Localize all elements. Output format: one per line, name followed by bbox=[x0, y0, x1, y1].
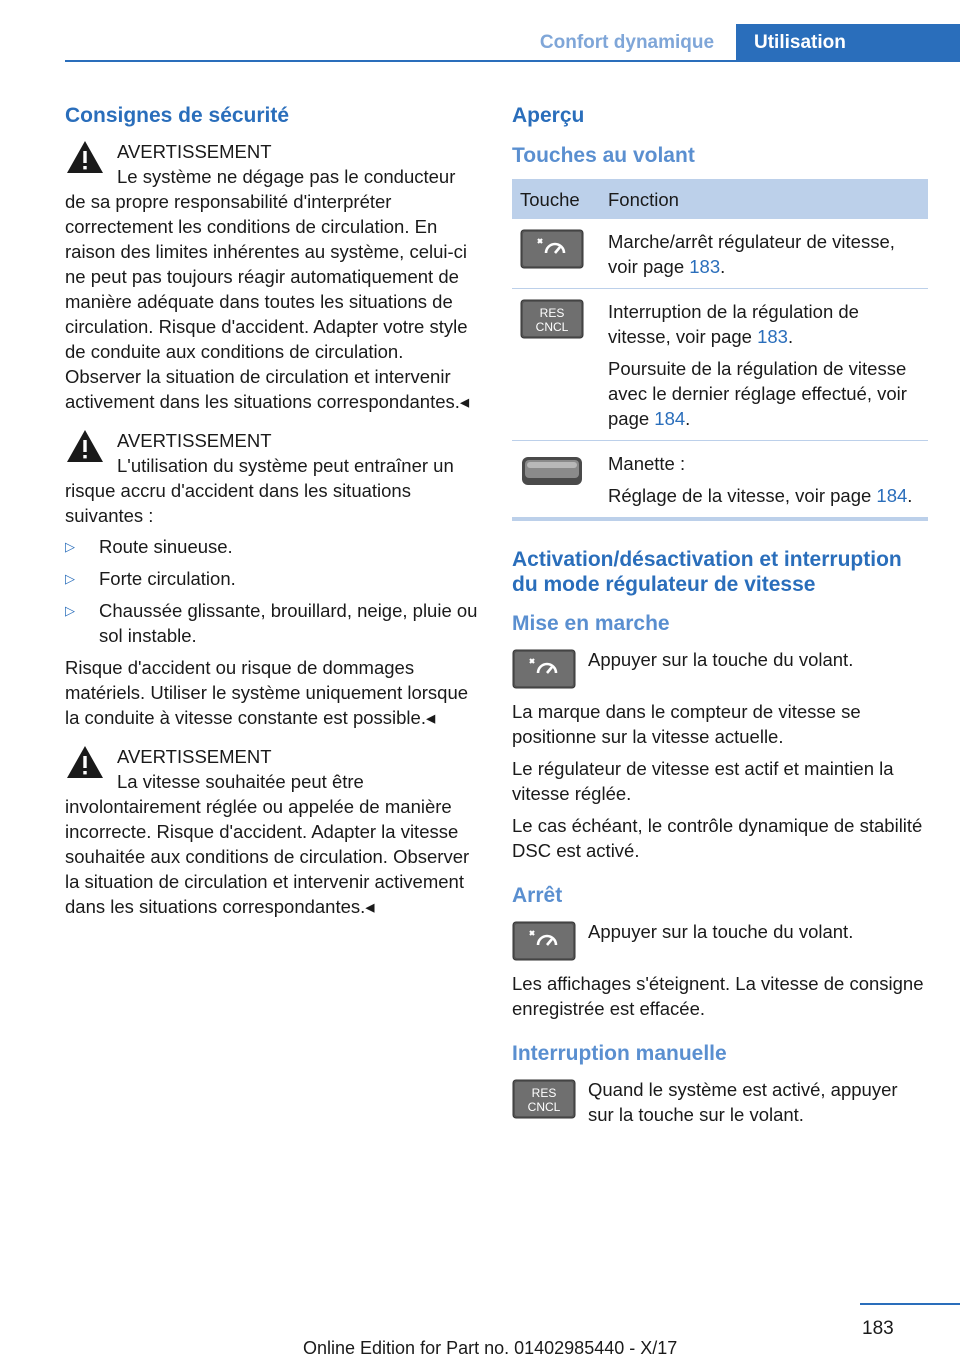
keys-table bbox=[512, 179, 928, 521]
cruise-control-button-icon bbox=[512, 921, 576, 961]
list-item: ▷ Route sinueuse. bbox=[65, 534, 480, 559]
res-label: RES bbox=[531, 1086, 557, 1100]
off-step bbox=[512, 919, 928, 961]
function-para bbox=[608, 299, 920, 349]
warning-triangle-icon bbox=[65, 428, 105, 464]
res-label: RES bbox=[539, 306, 565, 320]
header-section-tab: Confort dynamique bbox=[539, 32, 715, 53]
page-link[interactable]: 183 bbox=[757, 326, 788, 347]
function-cell bbox=[600, 289, 928, 441]
header-rule bbox=[65, 60, 960, 62]
res-cncl-button-icon bbox=[520, 299, 584, 339]
key-cell bbox=[512, 219, 600, 289]
situation-list bbox=[65, 534, 480, 648]
header-active-tab: Utilisation bbox=[736, 24, 960, 61]
col-function-header: Fonction bbox=[600, 179, 928, 219]
warning-block-2 bbox=[65, 428, 480, 730]
body-para: Les affichages s'éteignent. La vitesse de consigne enregistrée est effacée. bbox=[512, 973, 924, 1019]
on-heading: Mise en marche bbox=[512, 612, 670, 635]
warning-text: L'utilisation du système peut entraîner un risque accru d'accident dans les situations suivantes : bbox=[65, 455, 454, 526]
table-row bbox=[512, 219, 928, 289]
page-number: 183 bbox=[862, 1318, 894, 1339]
function-cell bbox=[600, 441, 928, 520]
function-text: Interruption de la régulation de vitesse, voir page bbox=[608, 301, 859, 347]
activation-heading: Activation/désactivation et interruption du mode régulateur de vitesse bbox=[512, 548, 902, 596]
warning-triangle-icon bbox=[65, 744, 105, 780]
function-para bbox=[608, 483, 920, 508]
step-text: Appuyer sur la touche du volant. bbox=[588, 921, 854, 942]
cncl-label: CNCL bbox=[527, 1100, 561, 1114]
warning-title: AVERTISSEMENT bbox=[117, 746, 272, 767]
steering-keys-heading: Touches au volant bbox=[512, 144, 695, 167]
list-item: ▷ Chaussée glissante, brouillard, neige, pluie ou sol instable. bbox=[65, 598, 480, 648]
cncl-label: CNCL bbox=[535, 320, 569, 334]
warning-block-1 bbox=[65, 139, 480, 414]
left-column bbox=[65, 103, 480, 933]
right-column bbox=[512, 103, 928, 1137]
function-text: Réglage de la vitesse, voir page bbox=[608, 485, 877, 506]
edition-text: Online Edition for Part no. 01402985440 - X/17 bbox=[303, 1338, 678, 1358]
warning-triangle-icon bbox=[65, 139, 105, 175]
warning-block-3 bbox=[65, 744, 480, 919]
manual-heading: Interruption manuelle bbox=[512, 1042, 727, 1065]
warning-text: Le système ne dégage pas le conducteur de sa propre responsabilité d'interpréter correctement les conditions de circulation. En raison des limites inhérentes au système, celui-ci ne peut pas toujours réagir automatiquement de manière adéquate dans toutes les situations de circulation. Risque d'accident. Adapter votre style de conduite aux conditions de circulation. Observer la situation de circulation et intervenir activement dans les situations correspondantes.◂ bbox=[65, 166, 470, 412]
function-para bbox=[608, 356, 920, 431]
lever-icon bbox=[520, 451, 584, 491]
footer-rule bbox=[860, 1303, 960, 1305]
function-text: Marche/arrêt régulateur de vitesse, voir page bbox=[608, 231, 895, 277]
step-text: Appuyer sur la touche du volant. bbox=[588, 649, 854, 670]
overview-heading: Aperçu bbox=[512, 104, 585, 127]
manual-step bbox=[512, 1077, 928, 1127]
body-para: Le régulateur de vitesse est actif et maintien la vitesse réglée. bbox=[512, 758, 894, 804]
punctuation: . bbox=[720, 256, 726, 277]
body-para: Le cas échéant, le contrôle dynamique de stabilité DSC est activé. bbox=[512, 815, 923, 861]
page-link[interactable]: 184 bbox=[876, 485, 908, 506]
function-para: Manette : bbox=[608, 453, 686, 474]
warning-conclusion: Risque d'accident ou risque de dommages matériels. Utiliser le système uniquement lorsque la conduite à vitesse constante est possible.◂ bbox=[65, 657, 469, 728]
table-row bbox=[512, 441, 928, 520]
punctuation: . bbox=[907, 485, 913, 506]
safety-heading: Consignes de sécurité bbox=[65, 104, 290, 127]
warning-title: AVERTISSEMENT bbox=[117, 141, 272, 162]
on-step bbox=[512, 647, 928, 689]
off-heading: Arrêt bbox=[512, 884, 563, 907]
table-row bbox=[512, 289, 928, 441]
res-cncl-button-icon bbox=[512, 1079, 576, 1119]
page-link[interactable]: 184 bbox=[654, 408, 686, 429]
step-text: Quand le système est activé, appuyer sur la touche sur le volant. bbox=[588, 1079, 898, 1125]
col-key-header: Touche bbox=[512, 179, 600, 219]
punctuation: . bbox=[787, 326, 794, 347]
cruise-control-button-icon bbox=[520, 229, 584, 269]
page-link[interactable]: 183 bbox=[689, 256, 721, 277]
punctuation: . bbox=[685, 408, 691, 429]
warning-title: AVERTISSEMENT bbox=[117, 430, 272, 451]
key-cell bbox=[512, 441, 600, 520]
function-cell bbox=[600, 219, 928, 289]
table-header-row bbox=[512, 179, 928, 219]
list-item: ▷ Forte circulation. bbox=[65, 566, 480, 591]
cruise-control-button-icon bbox=[512, 649, 576, 689]
warning-text: La vitesse souhaitée peut être involontairement réglée ou appelée de manière incorrecte. Risque d'accident. Adapter la vitesse souhaitée aux conditions de circulation. Observer la situation de circulation et intervenir activement dans les situations correspondantes.◂ bbox=[65, 771, 470, 917]
function-text: Poursuite de la régulation de vitesse avec le dernier réglage effectué, voir page bbox=[608, 358, 907, 429]
body-para: La marque dans le compteur de vitesse se positionne sur la vitesse actuelle. bbox=[512, 701, 861, 747]
key-cell bbox=[512, 289, 600, 441]
